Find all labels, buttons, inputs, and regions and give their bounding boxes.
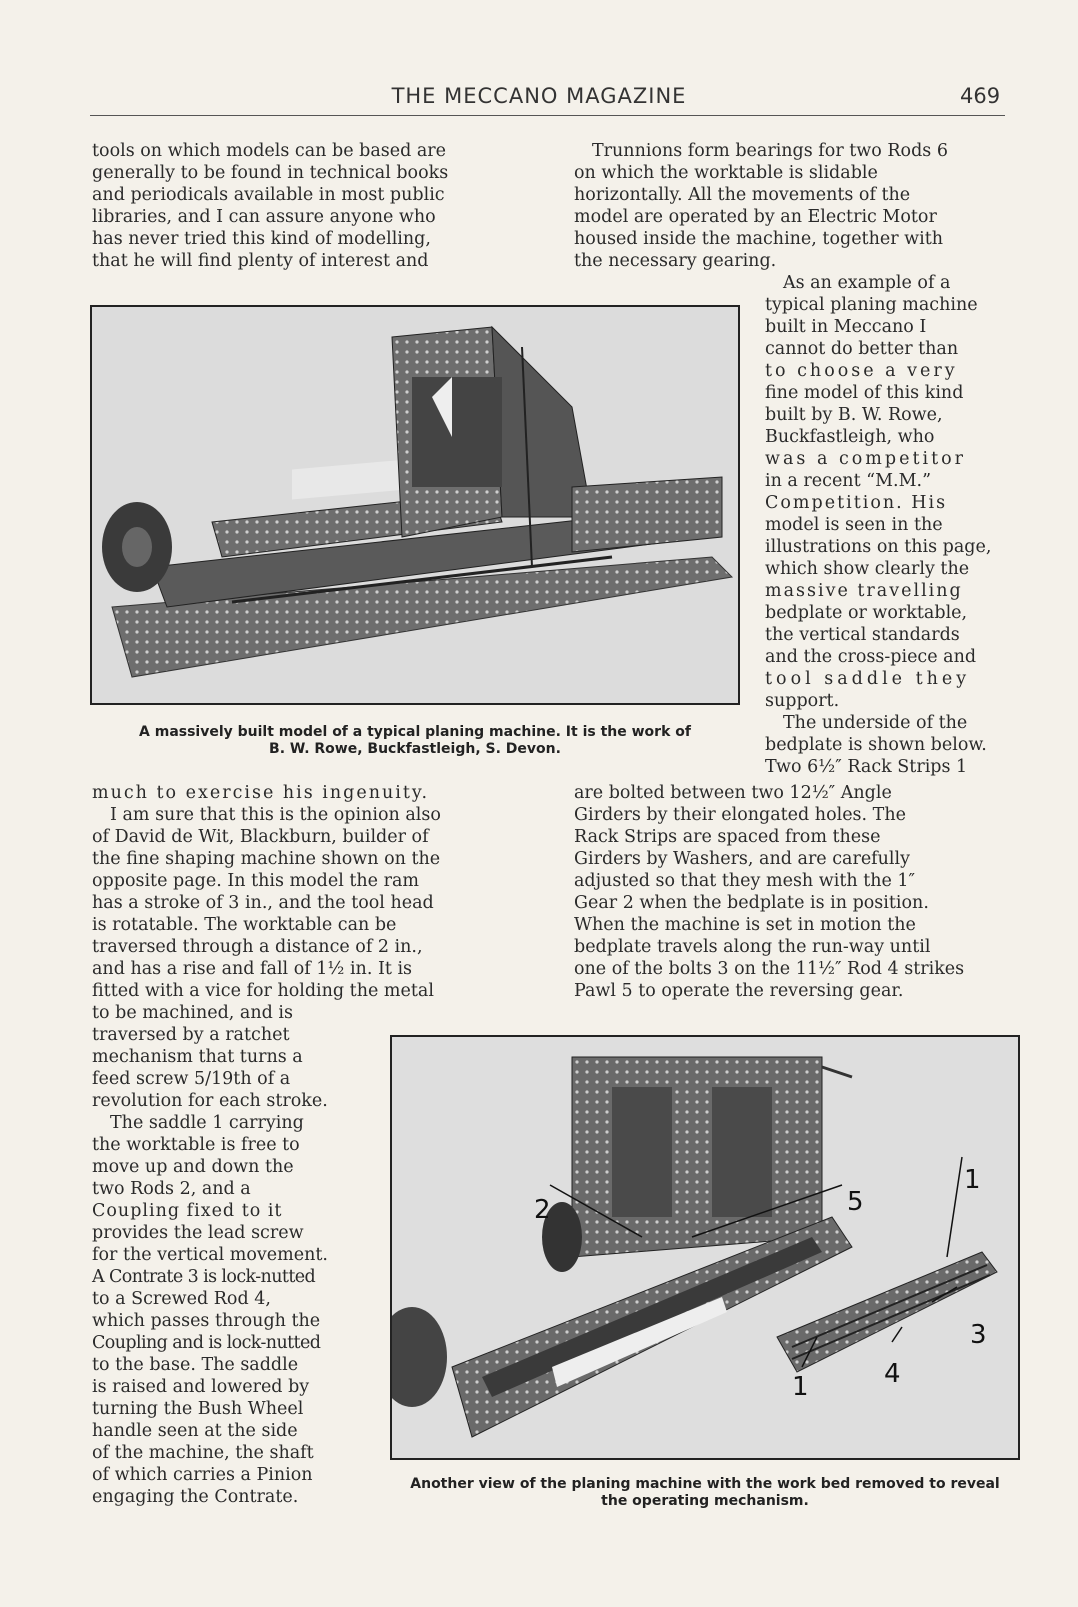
- text-line: fitted with a vice for holding the metal: [92, 981, 434, 1001]
- text-line: fine model of this kind: [765, 383, 964, 403]
- text-line: are bolted between two 12½″ Angle: [574, 783, 892, 803]
- text-line: massive travelling: [765, 581, 963, 601]
- planing-machine-illustration: [92, 307, 738, 703]
- text-line: feed screw 5/19th of a: [92, 1069, 291, 1089]
- planing-mechanism-illustration: [392, 1037, 1018, 1458]
- callout-label: 1: [792, 1372, 809, 1402]
- text-line: A Contrate 3 is lock-nutted: [92, 1267, 316, 1287]
- text-line: is raised and lowered by: [92, 1377, 310, 1397]
- text-line: Girders by Washers, and are carefully: [574, 849, 911, 869]
- text-line: horizontally. All the movements of the: [574, 185, 911, 205]
- caption-line: Another view of the planing machine with the work bed removed to reveal: [410, 1476, 1000, 1492]
- callout-label: 2: [534, 1195, 551, 1225]
- text-line: of which carries a Pinion: [92, 1465, 313, 1485]
- text-line: of David de Wit, Blackburn, builder of: [92, 827, 429, 847]
- text-line: turning the Bush Wheel: [92, 1399, 304, 1419]
- magazine-title: THE MECCANO MAGAZINE: [391, 84, 687, 108]
- caption-line: B. W. Rowe, Buckfastleigh, S. Devon.: [269, 741, 561, 757]
- left-column-mid-text: [92, 782, 532, 1002]
- callout-label: 1: [964, 1165, 981, 1195]
- callout-label: 5: [847, 1187, 864, 1217]
- text-line: and has a rise and fall of 1½ in. It is: [92, 959, 413, 979]
- text-line: traversed by a ratchet: [92, 1025, 290, 1045]
- text-line: housed inside the machine, together with: [574, 229, 944, 249]
- text-line: and the cross-piece and: [765, 647, 977, 667]
- text-line: has a stroke of 3 in., and the tool head: [92, 893, 434, 913]
- text-line: typical planing machine: [765, 295, 978, 315]
- text-line: was a competitor: [765, 449, 967, 469]
- text-line: Two 6½″ Rack Strips 1: [765, 757, 968, 777]
- text-line: illustrations on this page,: [765, 537, 992, 557]
- text-line: two Rods 2, and a: [92, 1179, 251, 1199]
- text-line: bedplate or worktable,: [765, 603, 968, 623]
- text-line: support.: [765, 691, 840, 711]
- right-column-mid-text: [574, 782, 1019, 1002]
- text-line: traversed through a distance of 2 in.,: [92, 937, 423, 957]
- right-column-top-text: [574, 140, 1019, 272]
- text-line: to the base. The saddle: [92, 1355, 299, 1375]
- text-line: Trunnions form bearings for two Rods 6: [592, 141, 948, 161]
- text-line: Girders by their elongated holes. The: [574, 805, 906, 825]
- text-line: the necessary gearing.: [574, 251, 777, 271]
- text-line: tool saddle they: [765, 669, 971, 689]
- text-line: I am sure that this is the opinion also: [110, 805, 441, 825]
- text-line: move up and down the: [92, 1157, 294, 1177]
- text-line: has never tried this kind of modelling,: [92, 229, 431, 249]
- text-line: is rotatable. The worktable can be: [92, 915, 397, 935]
- figure2-caption: [385, 1476, 1025, 1510]
- planing-machine-underside-photo: [390, 1035, 1020, 1460]
- text-line: built by B. W. Rowe,: [765, 405, 943, 425]
- text-line: model is seen in the: [765, 515, 943, 535]
- text-line: to choose a very: [765, 361, 958, 381]
- text-line: adjusted so that they mesh with the 1″: [574, 871, 916, 891]
- text-line: handle seen at the side: [92, 1421, 298, 1441]
- text-line: one of the bolts 3 on the 11½″ Rod 4 strikes: [574, 959, 965, 979]
- text-line: which passes through the: [92, 1311, 321, 1331]
- text-line: provides the lead screw: [92, 1223, 304, 1243]
- text-line: Rack Strips are spaced from these: [574, 827, 881, 847]
- text-line: to a Screwed Rod 4,: [92, 1289, 271, 1309]
- text-line: the worktable is free to: [92, 1135, 300, 1155]
- text-line: libraries, and I can assure anyone who: [92, 207, 436, 227]
- text-line: in a recent “M.M.”: [765, 471, 932, 491]
- text-line: Competition. His: [765, 493, 948, 513]
- caption-line: A massively built model of a typical planing machine. It is the work of: [139, 724, 691, 740]
- text-line: to be machined, and is: [92, 1003, 293, 1023]
- text-line: built in Meccano I: [765, 317, 927, 337]
- text-line: Pawl 5 to operate the reversing gear.: [574, 981, 904, 1001]
- right-narrow-column-text: [765, 272, 1019, 778]
- callout-label: 3: [970, 1320, 987, 1350]
- text-line: engaging the Contrate.: [92, 1487, 299, 1507]
- text-line: As an example of a: [783, 273, 951, 293]
- text-line: The underside of the: [783, 713, 968, 733]
- text-line: Gear 2 when the bedplate is in position.: [574, 893, 929, 913]
- figure1-caption: [84, 724, 746, 758]
- text-line: much to exercise his ingenuity.: [92, 783, 430, 803]
- text-line: cannot do better than: [765, 339, 959, 359]
- text-line: the fine shaping machine shown on the: [92, 849, 441, 869]
- planing-machine-photo: [90, 305, 740, 705]
- text-line: of the machine, the shaft: [92, 1443, 314, 1463]
- text-line: The saddle 1 carrying: [110, 1113, 304, 1133]
- text-line: tools on which models can be based are: [92, 141, 447, 161]
- text-line: that he will find plenty of interest and: [92, 251, 429, 271]
- text-line: the vertical standards: [765, 625, 960, 645]
- text-line: which show clearly the: [765, 559, 970, 579]
- caption-line: the operating mechanism.: [601, 1493, 809, 1509]
- text-line: bedplate travels along the run-way until: [574, 937, 931, 957]
- text-line: and periodicals available in most public: [92, 185, 445, 205]
- left-narrow-column-text: [92, 1002, 364, 1508]
- text-line: revolution for each stroke.: [92, 1091, 328, 1111]
- text-line: on which the worktable is slidable: [574, 163, 878, 183]
- header-rule: [90, 115, 1005, 116]
- text-line: mechanism that turns a: [92, 1047, 303, 1067]
- text-line: Coupling fixed to it: [92, 1201, 283, 1221]
- callout-label: 4: [884, 1359, 901, 1389]
- text-line: opposite page. In this model the ram: [92, 871, 419, 891]
- text-line: for the vertical movement.: [92, 1245, 328, 1265]
- text-line: Buckfastleigh, who: [765, 427, 935, 447]
- text-line: Coupling and is lock-nutted: [92, 1333, 321, 1353]
- text-line: When the machine is set in motion the: [574, 915, 916, 935]
- left-column-top-text: [92, 140, 532, 272]
- page-number: 469: [960, 84, 1001, 108]
- text-line: model are operated by an Electric Motor: [574, 207, 937, 227]
- text-line: generally to be found in technical books: [92, 163, 449, 183]
- text-line: bedplate is shown below.: [765, 735, 987, 755]
